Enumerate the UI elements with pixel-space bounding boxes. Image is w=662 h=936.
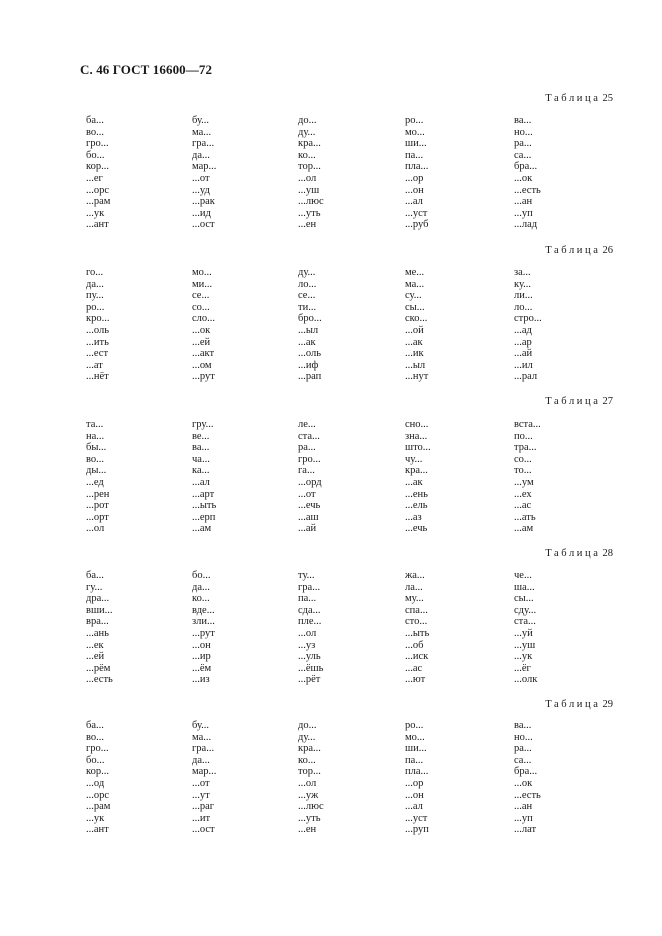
word-cell: ...ен [298, 219, 317, 231]
word-cell: ва... [192, 442, 210, 454]
word-cell: ...рот [86, 500, 109, 512]
table-column [514, 419, 541, 535]
word-cell: ...ак [405, 336, 423, 348]
word-cell: ли... [514, 290, 533, 302]
word-cell: ши... [405, 743, 427, 755]
word-cell: мар... [192, 766, 217, 778]
word-cell: ...ал [405, 801, 423, 813]
word-cell: тор... [298, 161, 321, 173]
word-cell: са... [514, 754, 532, 766]
word-cell: ...ал [405, 196, 423, 208]
table-column [86, 419, 109, 535]
word-cell: гу... [86, 581, 103, 593]
word-cell: сто... [405, 616, 428, 628]
word-cell: гра... [192, 743, 215, 755]
word-cell: кро... [86, 313, 110, 325]
word-cell: ло... [514, 301, 533, 313]
word-cell: ...ей [86, 651, 105, 663]
word-cell: ...оль [86, 324, 110, 336]
word-cell: ...арт [192, 488, 215, 500]
word-cell: сду... [514, 604, 537, 616]
word-cell: ла... [405, 581, 423, 593]
word-cell: до... [298, 115, 317, 126]
word-cell: го... [86, 267, 104, 278]
word-cell: ...рам [86, 196, 111, 208]
word-cell: ...рен [86, 488, 110, 500]
word-cell: ...ыть [192, 500, 217, 512]
word-cell: на... [86, 430, 105, 442]
word-cell: ...уль [298, 651, 321, 663]
page-header: С. 46 ГОСТ 16600—72 [80, 62, 213, 77]
word-cell: ...аш [298, 511, 319, 523]
table-caption [545, 396, 613, 407]
word-cell: тра... [514, 442, 537, 454]
word-cell: ...ок [192, 324, 211, 336]
word-cell: ра... [514, 138, 532, 150]
word-cell: ...лад [514, 219, 538, 231]
word-cell: ...олк [514, 674, 538, 686]
word-cell: зна... [405, 430, 428, 442]
word-cell: ...ант [86, 824, 109, 836]
table-column [192, 419, 216, 535]
word-cell: гро... [298, 453, 321, 465]
word-cell: гра... [298, 581, 321, 593]
table-column [514, 267, 542, 383]
word-cell: ...уж [298, 789, 319, 801]
word-cell: стро... [514, 313, 542, 325]
word-cell: ...рам [86, 801, 111, 813]
word-cell: ...ечь [405, 523, 428, 535]
word-cell: ...уп [514, 207, 533, 219]
word-cell: ...ит [192, 812, 211, 824]
word-cell: ...уть [298, 207, 321, 219]
word-cell: па... [298, 593, 317, 605]
table-column [298, 570, 323, 686]
table-caption-word: Таблица [545, 396, 601, 407]
word-cell: до... [298, 720, 317, 731]
table-column [86, 115, 110, 231]
word-cell: гро... [86, 138, 109, 150]
word-cell: ...рал [514, 371, 538, 383]
word-cell: ту... [298, 570, 315, 581]
word-cell: ...ерп [192, 511, 216, 523]
table-caption-word: Таблица [545, 699, 601, 710]
word-cell: да... [192, 754, 210, 766]
table-column [298, 720, 324, 836]
word-cell: ...орт [86, 511, 109, 523]
word-cell: ...оль [298, 348, 322, 360]
word-cell: ...есть [514, 184, 541, 196]
word-cell: ро... [405, 115, 424, 126]
word-cell: ...есть [514, 789, 541, 801]
word-cell: ...ол [86, 523, 105, 535]
word-cell: се... [192, 290, 210, 302]
word-cell: дра... [86, 593, 110, 605]
word-cell: ...ечь [298, 500, 321, 512]
word-cell: бо... [86, 754, 105, 766]
word-cell: ...ед [86, 476, 104, 488]
word-cell: ду... [298, 267, 316, 278]
word-cell: гру... [192, 419, 214, 430]
word-cell: ко... [298, 149, 316, 161]
word-cell: ...уп [514, 812, 533, 824]
word-cell: ды... [86, 465, 107, 477]
word-cell: ча... [192, 453, 210, 465]
word-cell: то... [514, 465, 532, 477]
word-cell: ...ас [405, 662, 423, 674]
word-cell: ба... [86, 720, 104, 731]
table-column [405, 570, 429, 686]
table-column [514, 720, 541, 836]
word-cell: ...люс [298, 196, 324, 208]
word-cell: ...ан [514, 196, 533, 208]
table-column [86, 720, 110, 836]
word-cell: кра... [298, 138, 321, 150]
word-cell: ...иф [298, 359, 319, 371]
table-number: 28 [602, 548, 613, 559]
word-cell: ...ень [405, 488, 428, 500]
word-cell: вши... [86, 604, 113, 616]
word-cell: вра... [86, 616, 109, 628]
word-cell: ...ок [514, 777, 533, 789]
word-cell: ...уст [405, 812, 428, 824]
word-cell: ду... [298, 126, 316, 138]
word-cell: бра... [514, 161, 538, 173]
word-cell: ...ад [514, 324, 532, 336]
word-cell: ка... [192, 465, 210, 477]
word-cell: ...рут [192, 627, 215, 639]
word-cell: мар... [192, 161, 217, 173]
word-cell: ...ой [405, 324, 424, 336]
word-cell: ...ант [86, 219, 109, 231]
word-cell: сы... [405, 301, 425, 313]
word-cell: ...ам [192, 523, 212, 535]
word-cell: та... [86, 419, 104, 430]
word-cell: ма... [192, 126, 212, 138]
word-cell: ...ыл [298, 324, 319, 336]
word-cell: се... [298, 290, 316, 302]
word-cell: ...акт [192, 348, 215, 360]
word-cell: ма... [192, 731, 212, 743]
word-cell: ба... [86, 115, 104, 126]
word-cell: ко... [298, 754, 316, 766]
word-cell: гро... [86, 743, 109, 755]
word-cell: ...от [192, 777, 210, 789]
word-cell: по... [514, 430, 533, 442]
word-cell: ...ёг [514, 662, 531, 674]
word-cell: ...ан [514, 801, 533, 813]
word-cell: ...ить [86, 336, 109, 348]
word-cell: ...ак [405, 476, 423, 488]
word-cell: ...он [405, 789, 424, 801]
word-cell: ...ук [86, 207, 105, 219]
word-cell: ва... [514, 720, 532, 731]
word-cell: ...рут [192, 371, 215, 383]
table-column [192, 267, 215, 383]
word-cell: ...ас [514, 500, 532, 512]
word-cell: пу... [86, 290, 104, 302]
word-cell: ко... [192, 593, 210, 605]
word-cell: ...ай [298, 523, 317, 535]
word-cell: ...ил [514, 359, 533, 371]
table-column [405, 419, 431, 535]
word-cell: зли... [192, 616, 215, 628]
word-cell: да... [192, 581, 210, 593]
word-cell: ...он [405, 184, 424, 196]
word-cell: бро... [298, 313, 322, 325]
word-cell: ...орд [298, 476, 322, 488]
word-cell: ра... [514, 743, 532, 755]
table-caption [545, 548, 613, 559]
word-cell: са... [514, 149, 532, 161]
word-cell: ...ен [298, 824, 317, 836]
word-cell: ...от [298, 488, 316, 500]
table-column [405, 267, 428, 383]
word-cell: ...ам [514, 523, 534, 535]
word-cell: ...ол [298, 172, 317, 184]
word-cell: ...уш [298, 184, 320, 196]
word-cell: ...ют [405, 674, 426, 686]
table-column [192, 720, 216, 836]
word-cell: ...ыть [405, 627, 430, 639]
word-cell: ...он [192, 639, 211, 651]
word-cell: ...ол [298, 777, 317, 789]
word-cell: ...уть [298, 812, 321, 824]
word-cell: ...ыл [405, 359, 426, 371]
word-cell: ...от [192, 172, 210, 184]
table-caption [545, 93, 613, 104]
table-column [192, 115, 216, 231]
word-cell: ...ол [298, 627, 317, 639]
word-cell: ле... [298, 419, 316, 430]
word-cell: ...ир [192, 651, 211, 663]
word-cell: но... [514, 126, 533, 138]
table-caption [545, 699, 613, 710]
table-column [405, 115, 428, 231]
word-cell: во... [86, 453, 105, 465]
word-cell: кра... [298, 743, 321, 755]
word-cell: сно... [405, 419, 429, 430]
table-column [86, 267, 109, 383]
word-cell: ...раг [192, 801, 215, 813]
table-column [298, 419, 322, 535]
word-cell: кра... [405, 465, 428, 477]
word-cell: пла... [405, 766, 429, 778]
word-cell: че... [514, 570, 532, 581]
table-caption-word: Таблица [545, 548, 601, 559]
word-cell: спа... [405, 604, 428, 616]
word-cell: ...рак [192, 196, 215, 208]
word-cell: ...ал [192, 476, 210, 488]
word-cell: ста... [514, 616, 536, 628]
word-cell: ...ать [514, 511, 536, 523]
word-cell: тор... [298, 766, 321, 778]
word-cell: ско... [405, 313, 428, 325]
word-cell: ...ид [192, 207, 211, 219]
word-cell: ве... [192, 430, 210, 442]
table-caption-word: Таблица [545, 93, 601, 104]
word-cell: за... [514, 267, 531, 278]
word-cell: ...из [192, 674, 210, 686]
word-cell: мо... [405, 126, 425, 138]
word-cell: ...ор [405, 172, 424, 184]
word-cell: ста... [298, 430, 320, 442]
word-cell: кор... [86, 161, 109, 173]
word-cell: бра... [514, 766, 538, 778]
word-cell: ...ор [405, 777, 424, 789]
word-cell: ти... [298, 301, 317, 313]
word-cell: ...ель [405, 500, 428, 512]
word-cell: су... [405, 290, 422, 302]
word-cell: чу... [405, 453, 423, 465]
word-cell: ро... [86, 301, 105, 313]
word-cell: ша... [514, 581, 535, 593]
word-cell: со... [514, 453, 532, 465]
word-cell: ...ём [192, 662, 212, 674]
word-cell: со... [192, 301, 210, 313]
word-cell: ку... [514, 278, 532, 290]
table-column [86, 570, 113, 686]
word-cell: пле... [298, 616, 322, 628]
table-column [405, 720, 429, 836]
word-cell: ...аз [405, 511, 422, 523]
table-column [298, 267, 322, 383]
word-cell: ...об [405, 639, 424, 651]
table-number: 26 [602, 245, 613, 256]
table-column [192, 570, 215, 686]
table-number: 25 [602, 93, 613, 104]
word-cell: ...уй [514, 627, 533, 639]
word-cell: ...ом [192, 359, 212, 371]
word-cell: ...орс [86, 184, 110, 196]
word-cell: ...ост [192, 824, 215, 836]
word-cell: ...ёшь [298, 662, 324, 674]
word-cell: ...руб [405, 219, 429, 231]
word-cell: ...уш [514, 639, 536, 651]
word-cell: сло... [192, 313, 216, 325]
word-cell: мо... [405, 731, 425, 743]
word-cell: ...ей [192, 336, 211, 348]
word-cell: па... [405, 754, 424, 766]
word-cell: ба... [86, 570, 104, 581]
table-caption [545, 245, 613, 256]
word-cell: ...ост [192, 219, 215, 231]
table-column [298, 115, 324, 231]
table-column [514, 115, 541, 231]
word-cell: ...нёт [86, 371, 109, 383]
word-cell: ...ат [86, 359, 103, 371]
word-cell: ра... [298, 442, 316, 454]
word-cell: да... [192, 149, 210, 161]
word-cell: му... [405, 593, 424, 605]
word-cell: во... [86, 126, 105, 138]
word-cell: ши... [405, 138, 427, 150]
word-cell: ...од [86, 777, 105, 789]
word-cell: ...ест [86, 348, 109, 360]
word-cell: ...лат [514, 824, 537, 836]
word-cell: пла... [405, 161, 429, 173]
word-cell: кор... [86, 766, 109, 778]
word-cell: ма... [405, 278, 425, 290]
word-cell: ...ех [514, 488, 532, 500]
word-cell: ...уд [192, 184, 210, 196]
word-cell: вста... [514, 419, 541, 430]
word-cell: па... [405, 149, 424, 161]
table-column [514, 570, 537, 686]
word-cell: ду... [298, 731, 316, 743]
word-cell: мо... [192, 267, 212, 278]
word-cell: га... [298, 465, 315, 477]
word-cell: сда... [298, 604, 321, 616]
word-cell: ро... [405, 720, 424, 731]
word-cell: ...иск [405, 651, 429, 663]
word-cell: ...рап [298, 371, 322, 383]
word-cell: ...рёт [298, 674, 321, 686]
word-cell: ...люс [298, 801, 324, 813]
word-cell: вде... [192, 604, 215, 616]
table-caption-word: Таблица [545, 245, 601, 256]
word-cell: сы... [514, 593, 534, 605]
word-cell: ...ань [86, 627, 109, 639]
word-cell: ...ег [86, 172, 103, 184]
word-cell: бы... [86, 442, 107, 454]
word-cell: бу... [192, 720, 210, 731]
word-cell: што... [405, 442, 431, 454]
word-cell: бо... [192, 570, 211, 581]
word-cell: ...руп [405, 824, 429, 836]
word-cell: ...ай [514, 348, 533, 360]
word-cell: ...ук [514, 651, 533, 663]
word-cell: ...ук [86, 812, 105, 824]
word-cell: ...ар [514, 336, 532, 348]
word-cell: ...нут [405, 371, 429, 383]
word-cell: ...ек [86, 639, 104, 651]
word-cell: ...ум [514, 476, 534, 488]
word-cell: ...уз [298, 639, 316, 651]
word-cell: да... [86, 278, 104, 290]
word-cell: ме... [405, 267, 425, 278]
word-cell: ...ик [405, 348, 424, 360]
word-cell: ...рём [86, 662, 111, 674]
word-cell: жа... [405, 570, 425, 581]
word-cell: ...есть [86, 674, 113, 686]
word-cell: ми... [192, 278, 213, 290]
word-cell: бу... [192, 115, 210, 126]
word-cell: ...ак [298, 336, 316, 348]
word-cell: во... [86, 731, 105, 743]
word-cell: ва... [514, 115, 532, 126]
word-cell: ло... [298, 278, 317, 290]
word-cell: ...уст [405, 207, 428, 219]
word-cell: ...орс [86, 789, 110, 801]
table-number: 29 [602, 699, 613, 710]
word-cell: гра... [192, 138, 215, 150]
word-cell: ...ок [514, 172, 533, 184]
word-cell: ...ут [192, 789, 210, 801]
table-number: 27 [602, 396, 613, 407]
word-cell: бо... [86, 149, 105, 161]
word-cell: но... [514, 731, 533, 743]
